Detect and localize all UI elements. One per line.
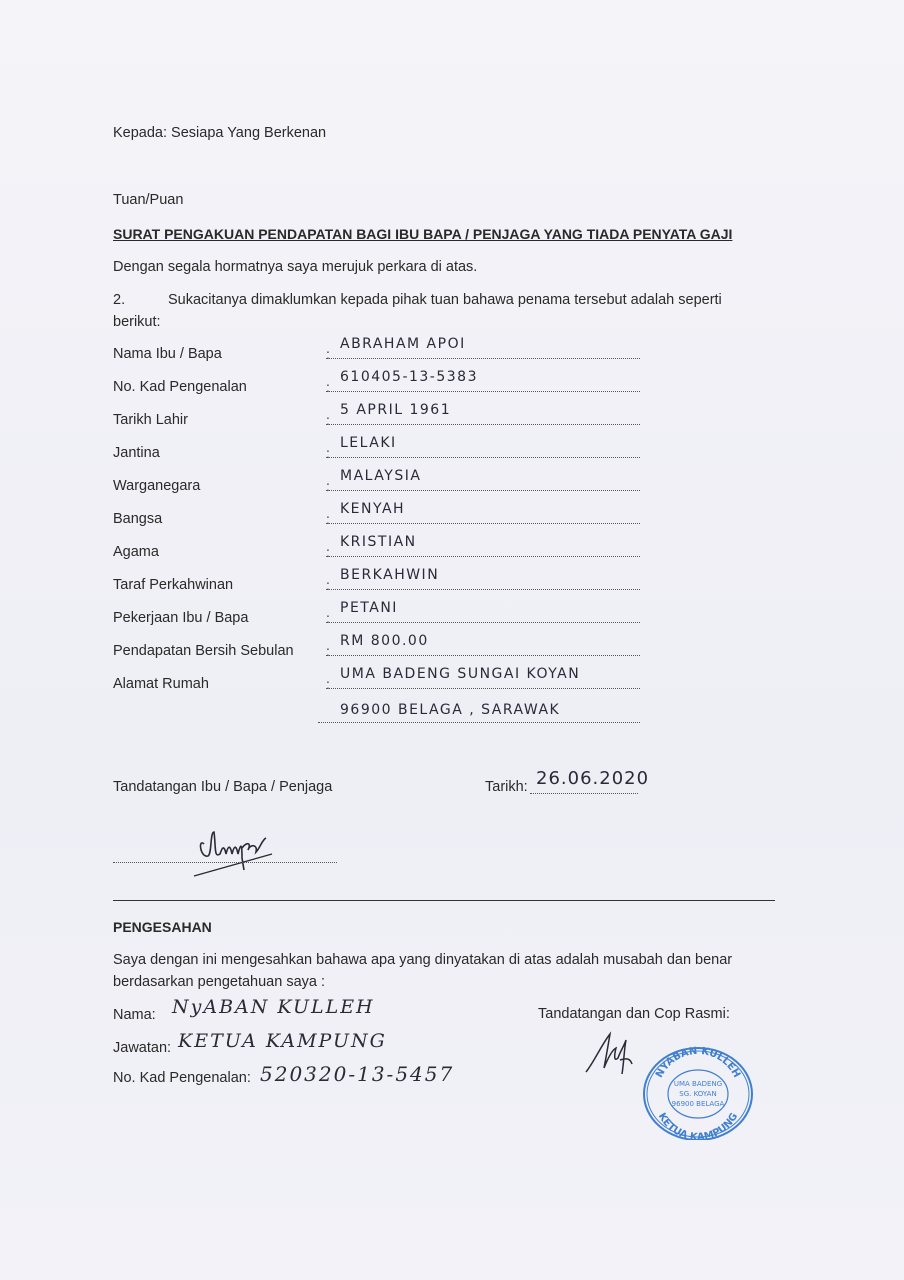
field-value: 610405-13-5383 [340,369,478,385]
parent-signature-label: Tandatangan Ibu / Bapa / Penjaga [113,779,333,795]
field-dotted-line [326,424,640,425]
field-dotted-line [326,589,640,590]
field-value: PETANI [340,600,398,616]
address-line2-dotted-line [318,722,640,723]
parent-signature [190,818,300,882]
field-label: Tarikh Lahir [113,412,188,428]
endorsement-heading: PENGESAHAN [113,919,212,935]
field-value: KENYAH [340,501,406,517]
endorser-position-value: KETUA KAMPUNG [178,1030,387,1052]
official-signature [580,1028,640,1080]
field-label: No. Kad Pengenalan [113,379,247,395]
letter-title: SURAT PENGAKUAN PENDAPATAN BAGI IBU BAPA / PENJAGA YANG TIADA PENYATA GAJI [113,226,733,242]
stamp-outer-bottom-text: KETUA KAMPUNG [655,1111,741,1140]
stamp-inner-line2: SG. KOYAN [679,1090,717,1098]
field-dotted-line [326,358,640,359]
intro-text: Dengan segala hormatnya saya merujuk perkara di atas. [113,259,478,275]
field-label: Pekerjaan Ibu / Bapa [113,610,249,626]
endorsement-text-line1: Saya dengan ini mengesahkan bahawa apa yang dinyatakan di atas adalah musabah dan benar [113,952,733,968]
endorser-ic-label: No. Kad Pengenalan: [113,1070,251,1086]
official-signature-label: Tandatangan dan Cop Rasmi: [538,1006,730,1022]
field-colon: : [326,610,330,626]
field-dotted-line [326,457,640,458]
field-label: Warganegara [113,478,201,494]
field-label: Bangsa [113,511,163,527]
official-stamp [636,1040,760,1140]
field-label: Alamat Rumah [113,676,209,692]
paragraph-text-line1: Sukacitanya dimaklumkan kepada pihak tuan bahawa penama tersebut adalah seperti [168,292,722,308]
field-value: UMA BADENG SUNGAI KOYAN [340,666,581,682]
field-value: KRISTIAN [340,534,417,550]
field-dotted-line [326,556,640,557]
date-dotted-line [530,793,638,794]
salutation: Tuan/Puan [113,192,184,208]
field-value: RM 800.00 [340,633,429,649]
endorser-position-label: Jawatan: [113,1040,172,1056]
field-colon: : [326,346,330,362]
date-value: 26.06.2020 [536,768,650,789]
svg-text:NYABAN KULLEH [654,1046,742,1080]
field-colon: : [326,445,330,461]
stamp-inner-line3: 96900 BELAGA [671,1100,725,1108]
field-dotted-line [326,490,640,491]
field-colon: : [326,412,330,428]
field-dotted-line [326,655,640,656]
endorser-name-label: Nama: [113,1007,156,1023]
recipient-line: Kepada: Sesiapa Yang Berkenan [113,125,327,141]
parent-signature-dotted-line [113,862,337,863]
paragraph-number: 2. [113,292,126,308]
field-dotted-line [326,523,640,524]
field-colon: : [326,676,330,692]
field-label: Nama Ibu / Bapa [113,346,222,362]
field-dotted-line [326,391,640,392]
field-colon: : [326,379,330,395]
field-colon: : [326,511,330,527]
section-divider [113,900,775,901]
field-colon: : [326,577,330,593]
endorser-name-value: NyABAN KULLEH [172,996,375,1018]
address-line2-value: 96900 BELAGA , SARAWAK [340,702,561,718]
field-label: Pendapatan Bersih Sebulan [113,643,294,659]
svg-text:KETUA KAMPUNG [656,1111,740,1140]
field-value: MALAYSIA [340,468,422,484]
field-value: BERKAHWIN [340,567,440,583]
field-label: Taraf Perkahwinan [113,577,234,593]
field-colon: : [326,643,330,659]
field-dotted-line [326,688,640,689]
stamp-outer-top-text: NYABAN KULLEH [653,1045,743,1080]
field-value: LELAKI [340,435,397,451]
date-label: Tarikh: [485,779,528,795]
field-value: ABRAHAM APOI [340,336,466,352]
endorsement-text-line2: berdasarkan pengetahuan saya : [113,974,326,990]
field-colon: : [326,478,330,494]
field-colon: : [326,544,330,560]
field-label: Agama [113,544,159,560]
endorser-ic-value: 520320-13-5457 [260,1062,455,1086]
paragraph-text-line2: berikut: [113,314,161,330]
stamp-inner-line1: UMA BADENG [673,1080,723,1088]
field-value: 5 APRIL 1961 [340,402,452,418]
field-dotted-line [326,622,640,623]
field-label: Jantina [113,445,160,461]
